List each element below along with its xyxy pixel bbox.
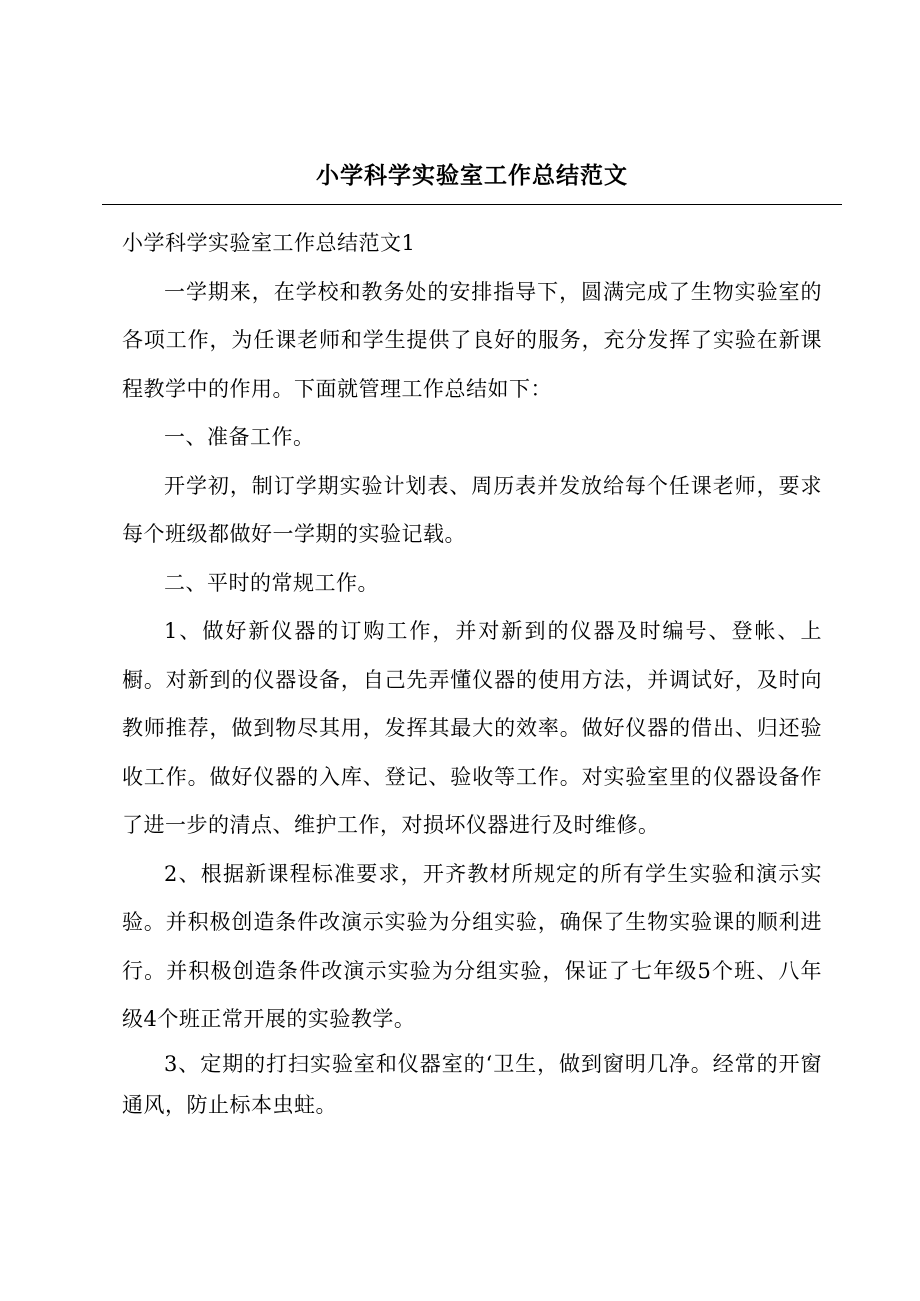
document-body <box>122 219 822 1126</box>
title-divider <box>102 204 842 205</box>
document-title: 小学科学实验室工作总结范文 <box>316 162 628 189</box>
paragraph-item-1: 1、做好新仪器的订购工作，并对新到的仪器及时编号、登帐、上橱。对新到的仪器设备，自己先弄懂仪器的使用方法，并调试好，及时向教师推荐，做到物尽其用，发挥其最大的效率。做好仪器的借出、归还验收工作。做好仪器的入库、登记、验收等工作。对实验室里的仪器设备作了进一步的清点、维护工作，对损坏仪器进行及时维修。 <box>122 619 822 838</box>
paragraph-item-3: 3、定期的打扫实验室和仪器室的‘卫生，做到窗明几净。经常的开窗通风，防止标本虫蛀。 <box>122 1051 822 1117</box>
paragraph-intro: 一学期来，在学校和教务处的安排指导下，圆满完成了生物实验室的各项工作，为任课老师和学生提供了良好的服务，充分发挥了实验在新课程教学中的作用。下面就管理工作总结如下： <box>122 279 822 401</box>
document-subtitle: 小学科学实验室工作总结范文1 <box>122 231 416 256</box>
paragraph-section-1-heading: 一、准备工作。 <box>164 425 315 450</box>
paragraph-section-2-heading: 二、平时的常规工作。 <box>164 570 379 595</box>
paragraph-section-1-body: 开学初，制订学期实验计划表、周历表并发放给每个任课老师，要求每个班级都做好一学期的实验记载。 <box>122 473 822 547</box>
paragraph-item-2: 2、根据新课程标准要求，开齐教材所规定的所有学生实验和演示实验。并积极创造条件改演示实验为分组实验，确保了生物实验课的顺利进行。并积极创造条件改演示实验为分组实验，保证了七年级5个班、八年级4个班正常开展的实验教学。 <box>122 861 822 1032</box>
